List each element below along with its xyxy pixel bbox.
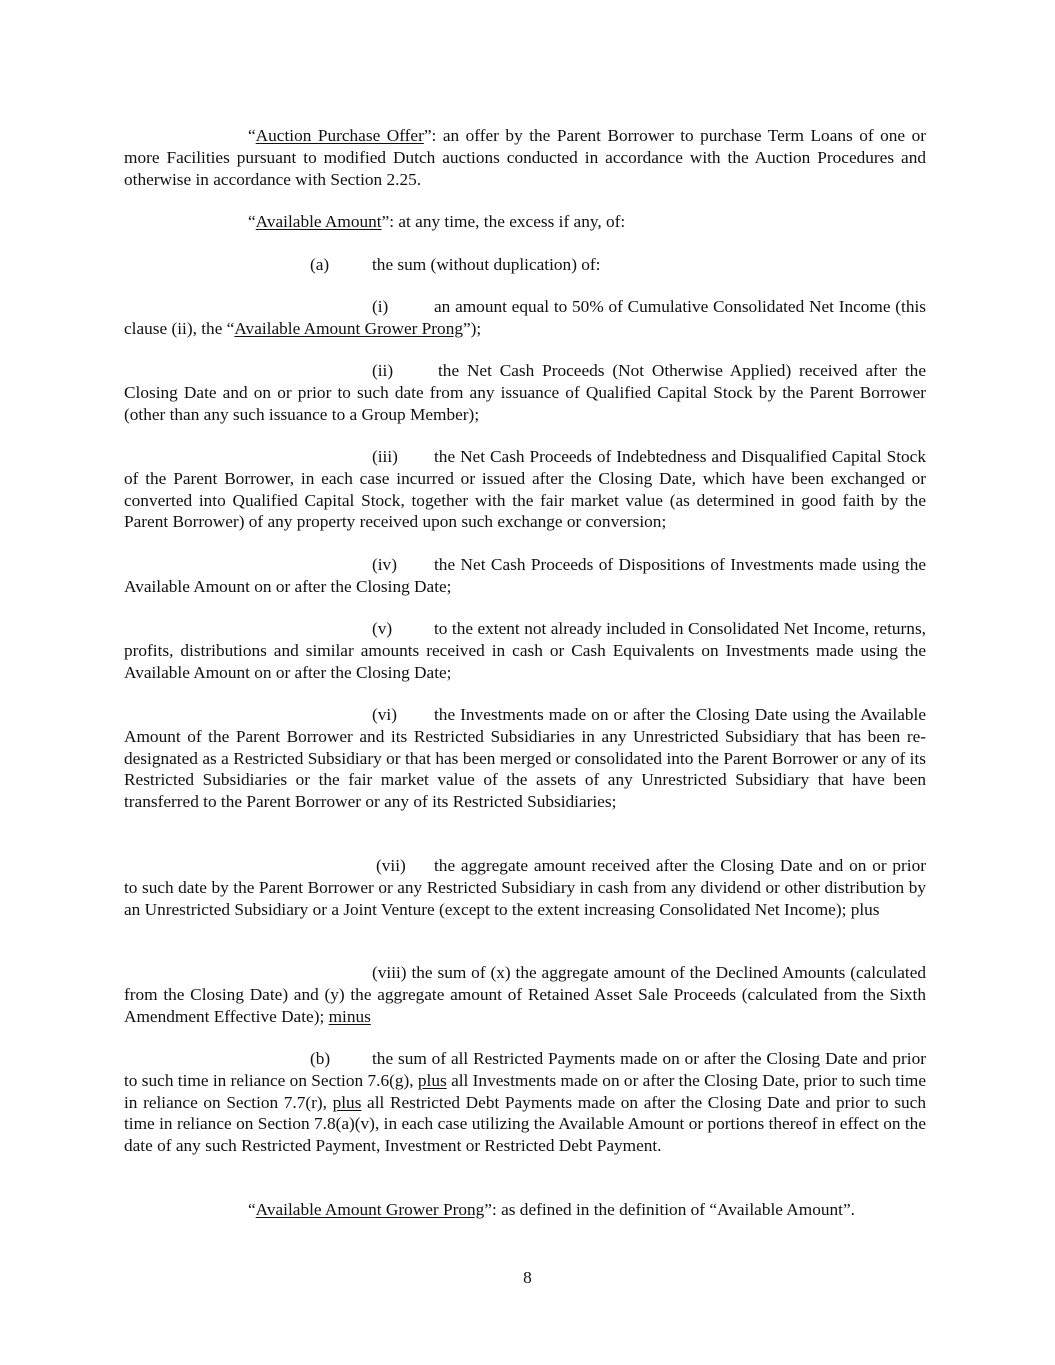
definition-available-amount-grower-prong [124, 1199, 926, 1221]
clause-label: (iii) [372, 447, 398, 466]
clause-text: an amount equal to 50% of Cumulative Consolidated Net Income (this clause (ii), the “ [124, 297, 926, 338]
clause-vii [124, 855, 926, 920]
defined-term: Auction Purchase Offer [255, 126, 424, 145]
definition-auction-purchase-offer [124, 125, 926, 190]
clause-viii [124, 962, 926, 1027]
clause-text: to the extent not already included in Consolidated Net Income, returns, profits, distributions and similar amounts received in cash or Cash Equivalents on Investments made using the Available Amount on or after the Closing Date; [124, 619, 926, 682]
clause-ii [124, 360, 926, 425]
clause-a [124, 254, 926, 276]
clause-label: (b) [310, 1049, 331, 1068]
clause-v [124, 618, 926, 683]
clause-iii [124, 446, 926, 533]
clause-text: the Net Cash Proceeds of Indebtedness and Disqualified Capital Stock of the Parent Borrower, in each case incurred or issued after the Closing Date, which have been exchanged or converted into Qualified Capital Stock, together with the fair market value (as determined in good faith by the Parent Borrower) of any property received upon such exchange or conversion; [124, 447, 926, 532]
clause-label: (i) [372, 297, 389, 316]
clause-text: the sum (without duplication) of: [372, 255, 601, 274]
clause-label: (a) [310, 255, 330, 274]
clause-text: the Net Cash Proceeds (Not Otherwise Applied) received after the Closing Date and on or prior to such date from any issuance of Qualified Capital Stock by the Parent Borrower (other than any such issuance to a Group Member); [124, 361, 926, 424]
open-quote: “ [248, 126, 256, 145]
defined-term: Available Amount [255, 212, 382, 231]
clause-i [124, 296, 926, 340]
clause-text: the Investments made on or after the Closing Date using the Available Amount of the Parent Borrower and its Restricted Subsidiaries in any Unrestricted Subsidiary that has been re-designated as a Restricted Subsidiary or that has been merged or consolidated into the Parent Borrower or any of its Restricted Subsidiaries or the fair market value of the assets of any Unrestricted Subsidiary that have been transferred to the Parent Borrower or any of its Restricted Subsidiaries; [124, 705, 926, 812]
defined-term: Available Amount Grower Prong [234, 318, 463, 338]
clause-iv [124, 554, 926, 598]
clause-label: (vi) [372, 705, 397, 724]
page-number: 8 [523, 1268, 532, 1287]
plus-keyword: plus [417, 1070, 447, 1090]
definition-available-amount [124, 211, 926, 233]
clause-text: the sum of (x) the aggregate amount of the Declined Amounts (calculated from the Closing Date) and (y) the aggregate amount of Retained Asset Sale Proceeds (calculated from the Sixth Amendment Effective Date); [124, 963, 926, 1026]
definition-text: ”: at any time, the excess if any, of: [381, 212, 626, 231]
clause-vi [124, 704, 926, 813]
defined-term: Available Amount Grower Prong [255, 1200, 485, 1219]
clause-label: (viii) [372, 963, 407, 982]
open-quote: “ [248, 1200, 256, 1219]
clause-text: the Net Cash Proceeds of Dispositions of Investments made using the Available Amount on or after the Closing Date; [124, 555, 926, 596]
definition-text: ”: as defined in the definition of “Available Amount”. [484, 1200, 855, 1219]
clause-label: (ii) [372, 361, 394, 380]
clause-label: (v) [372, 619, 393, 638]
definition-text: ”: an offer by the Parent Borrower to purchase Term Loans of one or more Facilities pursuant to modified Dutch auctions conducted in accordance with the Auction Procedures and otherwise in accordance with Section 2.25. [124, 126, 926, 189]
clause-text-3: all Restricted Debt Payments made on after the Closing Date and prior to such time in reliance on Section 7.8(a)(v), in each case utilizing the Available Amount or portions thereof in effect on the date of any such Restricted Payment, Investment or Restricted Debt Payment. [124, 1092, 926, 1156]
clause-text-end: ”); [462, 318, 482, 338]
clause-text: the aggregate amount received after the Closing Date and on or prior to such date by the Parent Borrower or any Restricted Subsidiary in cash from any dividend or other distribution by an Unrestricted Subsidiary or a Joint Venture (except to the extent increasing Consolidated Net Income); plus [124, 856, 926, 919]
clause-label: (vii) [376, 856, 406, 875]
clause-b [124, 1048, 926, 1157]
plus-keyword: plus [332, 1092, 362, 1112]
clause-text-2: all Investments made on or after the Closing Date, prior to such time in reliance on Section 7.7(r), [124, 1070, 926, 1112]
minus-keyword: minus [328, 1006, 371, 1026]
clause-label: (iv) [372, 555, 397, 574]
clause-text-1: the sum of all Restricted Payments made on or after the Closing Date and prior to such time in reliance on Section 7.6(g), [124, 1049, 926, 1090]
open-quote: “ [248, 212, 256, 231]
